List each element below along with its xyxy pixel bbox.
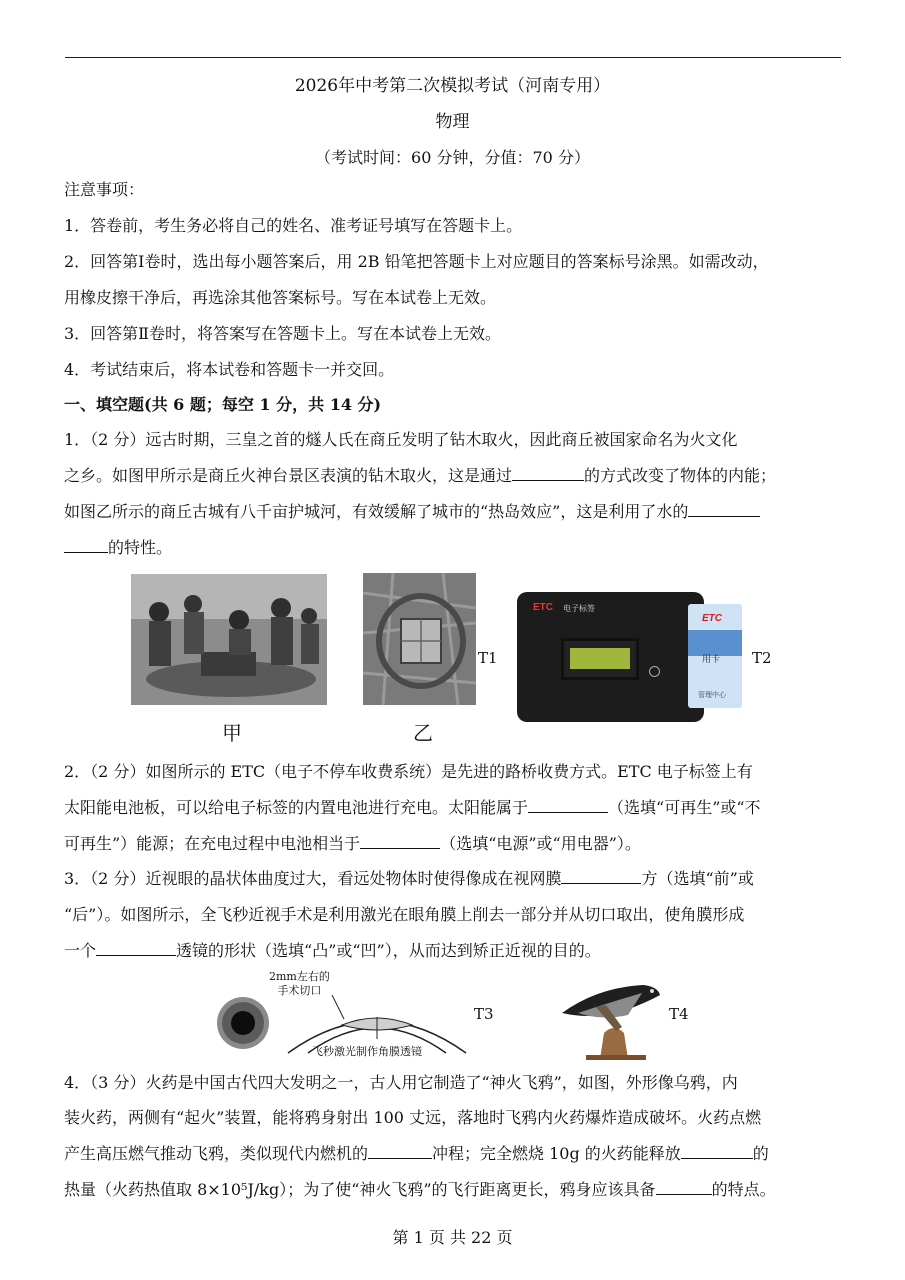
incision-label-line1: 2mm左右的 <box>269 970 330 983</box>
subject-title: 物理 <box>435 112 470 132</box>
notes-heading: 注意事项： <box>64 180 145 199</box>
q4-text-c: 的 <box>752 1144 769 1163</box>
note-2: 2．回答第Ⅰ卷时，选出每小题答案后，用 2B 铅笔把答题卡上对应题目的答案标号涂黑。如需改动， <box>64 252 769 271</box>
q1-line1: 1．（2 分）远古时期，三皇之首的燧人氏在商丘发明了钻木取火，因此商丘被国家命名为火文化 <box>64 430 738 449</box>
q4-text-e: 的特点。 <box>711 1180 776 1199</box>
page-footer: 第 1 页 共 22 页 <box>392 1228 513 1247</box>
q2-blank-1[interactable] <box>528 798 608 813</box>
figure-yi-aerial-map <box>363 573 476 705</box>
fire-crow-image <box>558 973 666 1061</box>
q4-line1: 4．（3 分）火药是中国古代四大发明之一，古人用它制造了“神火飞鸦”，如图，外形像乌鸦，内 <box>64 1073 738 1092</box>
etc-button-icon <box>649 666 660 677</box>
q4-line3 <box>64 1144 844 1164</box>
lens-label: 飞秒激光制作角膜透镜 <box>312 1045 422 1058</box>
q2-blank-2[interactable] <box>360 834 440 849</box>
etc-card-sublabel: 管理中心 <box>698 692 726 699</box>
incision-label <box>269 970 330 998</box>
q4-blank-1[interactable] <box>368 1144 432 1159</box>
q4-blank-2[interactable] <box>681 1144 753 1159</box>
exam-time-info: （考试时间：60 分钟，分值：70 分） <box>315 148 590 167</box>
q3-text-a: 3．（2 分）近视眼的晶状体曲度过大，看远处物体时使得像成在视网膜 <box>64 869 562 888</box>
q1-blank-2a[interactable] <box>688 502 760 517</box>
etc-card-logo: ETC <box>702 613 722 624</box>
q4-text-a: 产生高压燃气推动飞鸦，类似现代内燃机的 <box>64 1144 369 1163</box>
eye-iris-image <box>215 995 271 1051</box>
label-t1: T1 <box>478 649 498 667</box>
note-3: 3．回答第Ⅱ卷时，将答案写在答题卡上。写在本试卷上无效。 <box>64 324 502 343</box>
q1-line4 <box>64 538 844 558</box>
etc-device-image <box>517 592 704 722</box>
q3-line1 <box>64 869 844 889</box>
q3-blank-2[interactable] <box>96 941 176 956</box>
q1-text-c: 如图乙所示的商丘古城有八千亩护城河，有效缓解了城市的“热岛效应”，这是利用了水的 <box>64 502 689 521</box>
q2-text-b: （选填“可再生”或“不 <box>608 798 761 817</box>
note-1: 1．答卷前，考生务必将自己的姓名、准考证号填写在答题卡上。 <box>64 216 523 235</box>
label-t4: T4 <box>669 1005 689 1023</box>
q4-line2: 装火药，两侧有“起火”装置，能将鸦身射出 100 丈远，落地时飞鸦内火药爆炸造成破坏。火药点燃 <box>64 1108 762 1127</box>
figure-jia-photo <box>131 574 327 705</box>
etc-device-brand: ETC <box>533 602 553 613</box>
q2-line3 <box>64 834 844 854</box>
incision-label-line2: 手术切口 <box>277 984 322 997</box>
q1-text-d: 的特性。 <box>108 538 173 557</box>
q1-blank-1[interactable] <box>512 466 584 481</box>
etc-card-image <box>688 604 742 708</box>
q4-text-b: 冲程；完全燃烧 10g 的火药能释放 <box>432 1144 681 1163</box>
etc-card-label: 用卡 <box>702 654 721 664</box>
q1-blank-2b[interactable] <box>64 538 108 553</box>
q3-blank-1[interactable] <box>561 869 641 884</box>
exam-title: 2026年中考第二次模拟考试（河南专用） <box>294 76 611 96</box>
note-4: 4．考试结束后，将本试卷和答题卡一并交回。 <box>64 360 395 379</box>
q3-text-c: 一个 <box>64 941 97 960</box>
q1-text-b: 的方式改变了物体的内能； <box>584 466 777 485</box>
caption-jia: 甲 <box>222 721 242 745</box>
label-t2: T2 <box>752 649 772 667</box>
q1-line3 <box>64 502 844 522</box>
q4-blank-3[interactable] <box>656 1180 712 1195</box>
q2-text-d: （选填“电源”或“用电器”）。 <box>440 834 641 853</box>
etc-screen-frame <box>561 638 639 680</box>
etc-device-subtitle: 电子标签 <box>563 604 595 613</box>
q4-text-d: 热量（火药热值取 8×10⁵J/kg）；为了使“神火飞鸦”的飞行距离更长，鸦身应该具备 <box>64 1180 656 1199</box>
etc-lcd-screen <box>570 648 630 669</box>
q2-text-a: 太阳能电池板，可以给电子标签的内置电池进行充电。太阳能属于 <box>64 798 529 817</box>
label-t3: T3 <box>474 1005 494 1023</box>
q4-line4 <box>64 1180 844 1200</box>
caption-yi: 乙 <box>413 721 433 745</box>
header-rule <box>65 57 841 58</box>
q3-line2: “后”）。如图所示，全飞秒近视手术是利用激光在眼角膜上削去一部分并从切口取出，使角膜形成 <box>64 905 745 924</box>
q2-text-c: 可再生”）能源；在充电过程中电池相当于 <box>64 834 361 853</box>
section-heading: 一、填空题(共 6 题；每空 1 分，共 14 分) <box>64 395 382 414</box>
q3-line3 <box>64 941 844 961</box>
q3-text-b: 方（选填“前”或 <box>641 869 754 888</box>
q3-text-d: 透镜的形状（选填“凸”或“凹”），从而达到矫正近视的目的。 <box>176 941 601 960</box>
note-2-cont: 用橡皮擦干净后，再选涂其他答案标号。写在本试卷上无效。 <box>64 288 497 307</box>
q2-line1: 2．（2 分）如图所示的 ETC（电子不停车收费系统）是先进的路桥收费方式。ETC 电子标签上有 <box>64 762 753 781</box>
q2-line2 <box>64 798 844 818</box>
q1-text-a: 之乡。如图甲所示是商丘火神台景区表演的钻木取火，这是通过 <box>64 466 513 485</box>
q1-line2 <box>64 466 844 486</box>
